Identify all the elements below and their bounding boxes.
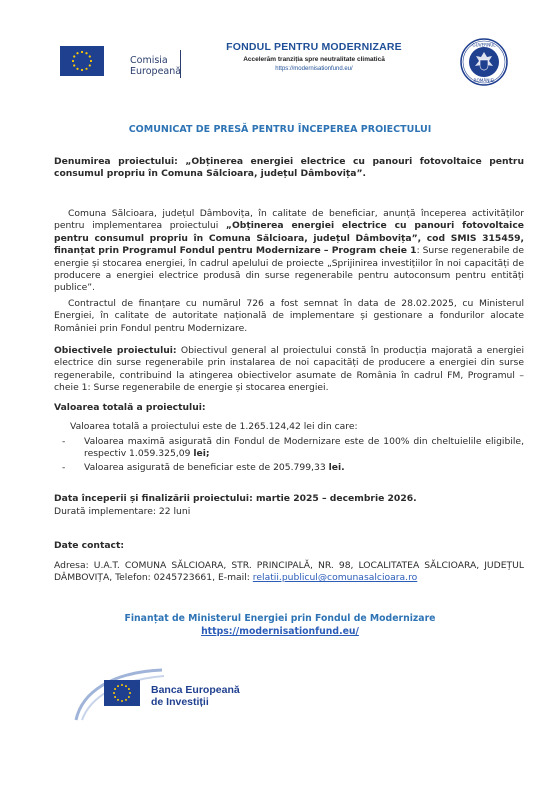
contact-paragraph xyxy=(54,560,524,585)
project-name-value: „Obținerea energiei electrice cu panouri fotovoltaice pentru consumul propriu în Comuna Sălcioara, județul Dâmbovița”. xyxy=(54,156,525,180)
bullet-text: Valoarea maximă asigurată din Fondul de Modernizare este de 100% din cheltuielile eligibile, respectiv 1.059.325,09 xyxy=(84,436,524,460)
eu-star xyxy=(76,52,78,54)
eu-star xyxy=(85,68,87,70)
eu-star xyxy=(73,55,75,57)
seal-text-top: GUVERNUL xyxy=(472,42,496,48)
eib-logo-icon xyxy=(104,680,140,706)
eu-star xyxy=(81,51,83,53)
page-title: COMUNICAT DE PRESĂ PENTRU ÎNCEPEREA PROIECTULUI xyxy=(128,124,432,135)
eu-star xyxy=(90,60,92,62)
bullet-bold: lei; xyxy=(193,448,210,460)
bullet-bold: lei. xyxy=(328,462,345,473)
fund-url[interactable]: https://modernisationfund.eu/ xyxy=(275,66,353,72)
eu-star xyxy=(114,696,116,698)
romanian-government-seal-icon xyxy=(460,38,508,86)
eu-commission-label: Comisia Europeană xyxy=(130,55,182,77)
intro-project-bold: „Obținerea energiei electrice cu panouri fotovoltaice pentru consumul propriu în Comuna Sălcioara, județul Dâmbovița”, cod SMIS 315459, finanțat prin Programul Fondul pentru Modernizare – Program cheie 1 xyxy=(54,220,524,257)
eu-star xyxy=(114,688,116,690)
intro-text: Comuna Sălcioara, județul Dâmbovița, în calitate de beneficiar, anunță începerea activităților pentru implementarea proiectului xyxy=(54,208,524,232)
contact-email-link[interactable]: relatii.publicul@comunasalcioara.ro xyxy=(252,572,418,584)
financed-by-text: Finanțat de Ministerul Energiei prin Fondul de Modernizare xyxy=(124,613,436,624)
eu-star xyxy=(89,64,91,66)
eu-star xyxy=(117,699,119,701)
eu-flag-icon xyxy=(60,46,104,76)
fund-subtitle: Accelerăm tranziția spre neutralitate climatică xyxy=(243,56,385,63)
fund-title: FONDUL PENTRU MODERNIZARE xyxy=(226,41,402,53)
objectives-text: Obiectivul general al proiectului constă în producția majorată a energiei electrice din surse regenerabile prin instalarea de noi capacități de producere a energiei din surse regenerabile, contribuind la atingerea obiectivelor asumate de România în cadrul FM, Programul – cheie 1: Surse regenerabile de energie și stocarea energiei. xyxy=(54,345,524,394)
eu-star xyxy=(73,64,75,66)
value-total: Valoarea totală a proiectului este de 1.265.124,42 lei din care: xyxy=(70,421,358,432)
eib-label-line1: Banca Europeană xyxy=(151,684,240,696)
value-label: Valoarea totală a proiectului: xyxy=(54,402,206,413)
project-name xyxy=(54,156,524,181)
eu-star xyxy=(121,684,123,686)
intro-paragraph xyxy=(54,208,524,295)
eu-star xyxy=(129,692,131,694)
dates-label: Data începerii și finalizării proiectului: martie 2025 – decembrie 2026. xyxy=(54,493,417,504)
list-item xyxy=(62,436,524,461)
project-name-label: Denumirea proiectului: xyxy=(54,156,178,167)
list-item xyxy=(62,462,524,474)
eu-star xyxy=(117,685,119,687)
eu-star xyxy=(72,60,74,62)
objectives-label: Obiectivele proiectului: xyxy=(54,345,177,356)
objectives-paragraph xyxy=(54,345,524,395)
eib-label xyxy=(151,684,240,708)
bullet-dash: - xyxy=(62,462,66,473)
eu-star xyxy=(125,685,127,687)
intro-text-end: : Surse regenerabile de energie și stocarea energiei, în cadrul apelului de proiecte „Sprijinirea investițiilor în noi capacități de producere a energiei electrice produsă din surse regenerabile pentru autoconsum pentru entități publice”. xyxy=(54,245,524,294)
contact-text: Adresa: U.A.T. COMUNA SĂLCIOARA, STR. PRINCIPALĂ, NR. 98, LOCALITATEA SĂLCIOARA, JUDEȚUL DÂMBOVIȚA, Telefon: 0245723661, E-mail: xyxy=(54,560,524,584)
eu-star xyxy=(76,68,78,70)
duration-text: Durată implementare: 22 luni xyxy=(54,506,191,517)
footer-url-link[interactable]: https://modernisationfund.eu/ xyxy=(201,626,359,637)
bullet-dash: - xyxy=(62,436,66,447)
eu-star xyxy=(128,696,130,698)
eu-star xyxy=(81,69,83,71)
eu-star xyxy=(89,55,91,57)
contact-label: Date contact: xyxy=(54,540,125,551)
bullet-text: Valoarea asigurată de beneficiar este de 205.799,33 xyxy=(84,462,329,473)
eu-star xyxy=(125,699,127,701)
eu-star xyxy=(113,692,115,694)
eu-star xyxy=(85,52,87,54)
contract-paragraph: Contractul de finanțare cu numărul 726 a fost semnat în data de 28.02.2025, cu Ministerul Energiei, în calitate de autoritate națională de implementare și gestionare a fondurilor alocate României prin Fondul pentru Modernizare. xyxy=(54,298,524,334)
eu-star xyxy=(121,700,123,702)
eib-label-line2: de Investiții xyxy=(151,696,209,708)
eu-star xyxy=(128,688,130,690)
seal-text-bottom: ROMÂNIEI xyxy=(473,78,495,83)
